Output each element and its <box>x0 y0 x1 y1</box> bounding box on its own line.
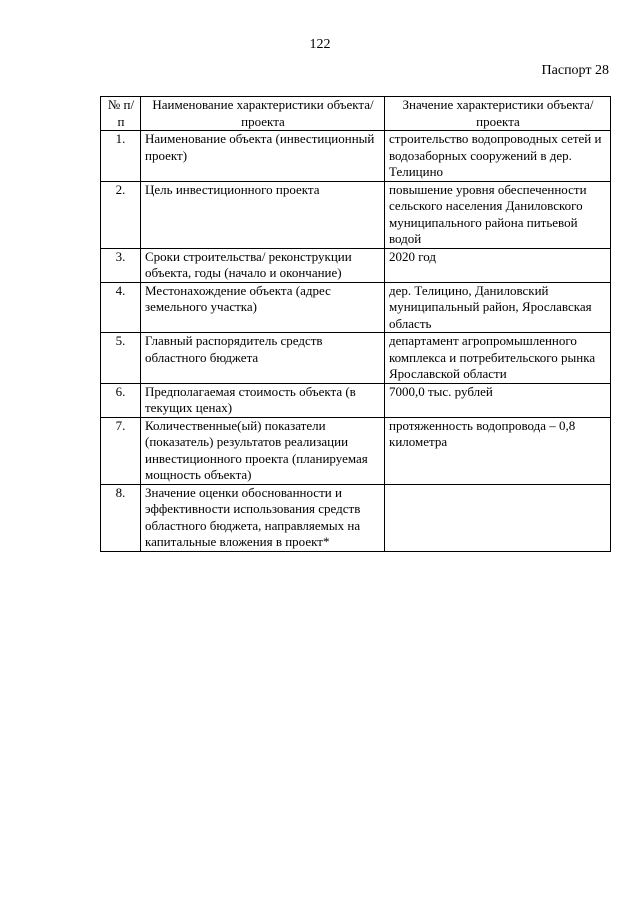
table-row <box>101 383 611 417</box>
row-num: 7. <box>101 417 141 484</box>
row-name: Главный распорядитель средств областного бюджета <box>141 333 385 384</box>
row-num: 5. <box>101 333 141 384</box>
table-row <box>101 248 611 282</box>
passport-table <box>100 96 611 552</box>
row-name: Наименование объекта (инвестиционный проект) <box>141 131 385 182</box>
row-value: строительство водопроводных сетей и водозаборных сооружений в дер. Телицино <box>385 131 611 182</box>
row-name: Количественные(ый) показатели (показатель) результатов реализации инвестиционного проекта (планируемая мощность объекта) <box>141 417 385 484</box>
row-num: 8. <box>101 484 141 551</box>
row-name: Предполагаемая стоимость объекта (в текущих ценах) <box>141 383 385 417</box>
row-value <box>385 484 611 551</box>
table-row <box>101 417 611 484</box>
row-num: 4. <box>101 282 141 333</box>
row-name: Сроки строительства/ реконструкции объекта, годы (начало и окончание) <box>141 248 385 282</box>
header-num: № п/п <box>101 97 141 131</box>
row-num: 1. <box>101 131 141 182</box>
table-row <box>101 181 611 248</box>
page-number: 122 <box>309 37 331 52</box>
table-row <box>101 333 611 384</box>
row-name: Цель инвестиционного проекта <box>141 181 385 248</box>
row-value: 2020 год <box>385 248 611 282</box>
table-row <box>101 484 611 551</box>
passport-label: Паспорт 28 <box>541 63 609 78</box>
row-value: 7000,0 тыс. рублей <box>385 383 611 417</box>
header-name: Наименование характеристики объекта/проекта <box>141 97 385 131</box>
header-value: Значение характеристики объекта/проекта <box>385 97 611 131</box>
row-name: Значение оценки обоснованности и эффективности использования средств областного бюджета, направляемых на капитальные вложения в проект* <box>141 484 385 551</box>
row-value: дер. Телицино, Даниловский муниципальный район, Ярославская область <box>385 282 611 333</box>
row-num: 3. <box>101 248 141 282</box>
row-value: повышение уровня обеспеченности сельского населения Даниловского муниципального района питьевой водой <box>385 181 611 248</box>
row-name: Местонахождение объекта (адрес земельного участка) <box>141 282 385 333</box>
row-value: протяженность водопровода – 0,8 километра <box>385 417 611 484</box>
table-row <box>101 282 611 333</box>
row-value: департамент агропромышленного комплекса и потребительского рынка Ярославской области <box>385 333 611 384</box>
table-header-row <box>101 97 611 131</box>
table-row <box>101 131 611 182</box>
row-num: 2. <box>101 181 141 248</box>
row-num: 6. <box>101 383 141 417</box>
